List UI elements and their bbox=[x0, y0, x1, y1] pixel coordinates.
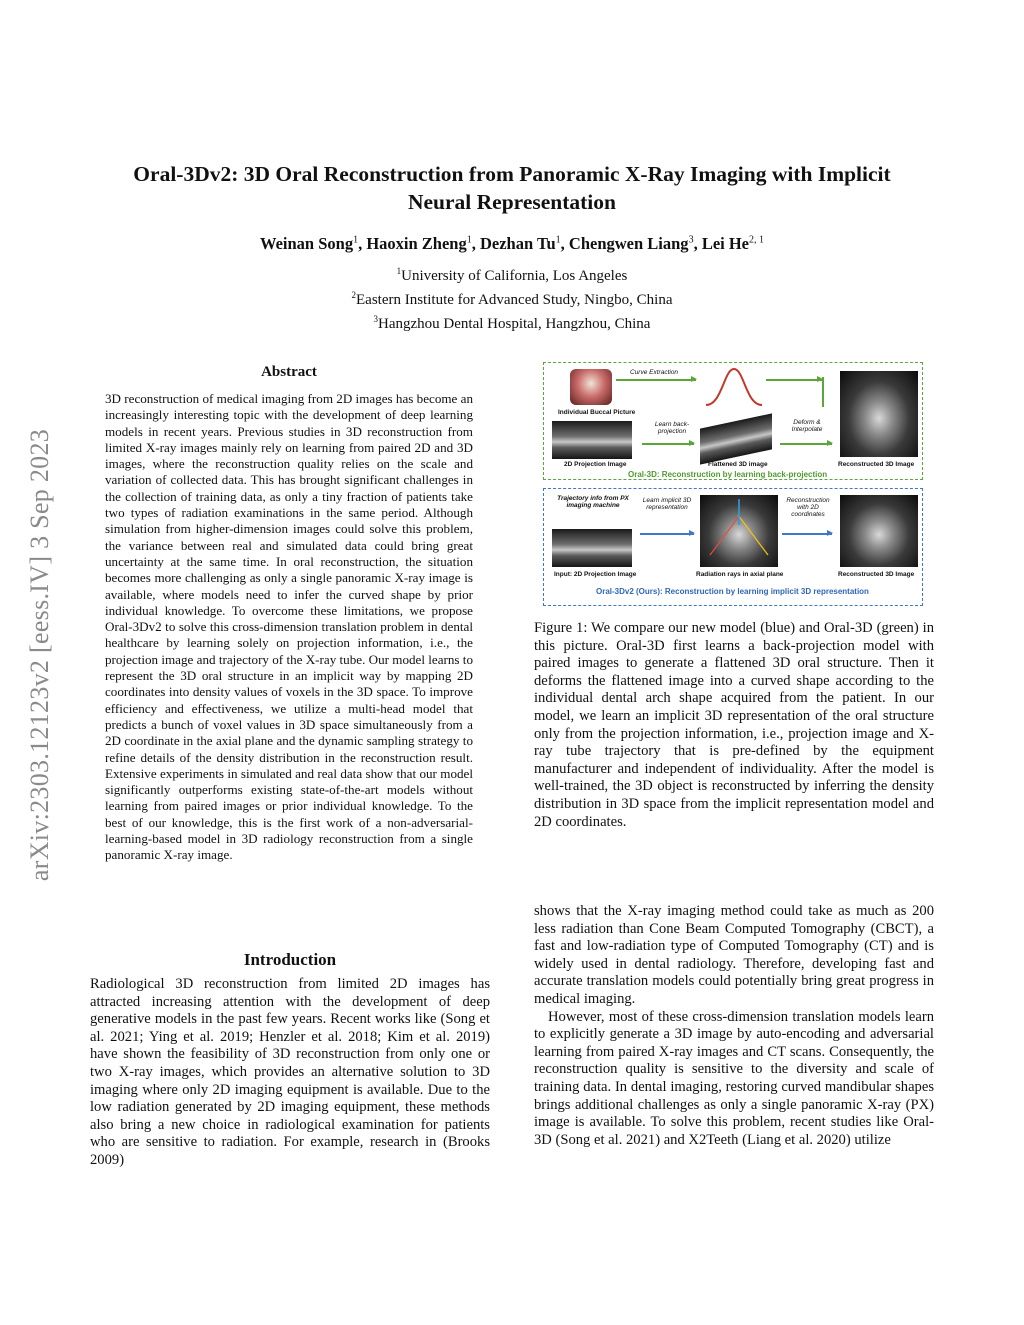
arxiv-stamp-text: arXiv:2303.12123v2 [eess.IV] 3 Sep 2023 bbox=[25, 428, 55, 882]
curve-icon bbox=[704, 365, 764, 407]
reconstructed-3d-image bbox=[840, 371, 918, 457]
arrow bbox=[616, 379, 696, 381]
oral3dv2-banner: Oral-3Dv2 (Ours): Reconstruction by learning implicit 3D representation bbox=[596, 587, 869, 596]
input-label: Input: 2D Projection Image bbox=[554, 571, 637, 578]
deform-interpolate-label: Deform & Interpolate bbox=[791, 419, 823, 433]
buccal-photo bbox=[570, 369, 612, 405]
author-sup: 1 bbox=[466, 234, 472, 246]
individual-buccal-label: Individual Buccal Picture bbox=[558, 409, 636, 416]
radiation-ray-overlay bbox=[700, 495, 778, 567]
author: Haoxin Zheng bbox=[366, 234, 467, 253]
arrow bbox=[782, 533, 832, 535]
author: Dezhan Tu bbox=[479, 234, 556, 253]
affiliation bbox=[80, 310, 944, 334]
oral3d-panel bbox=[543, 362, 923, 480]
author-sup: 1 bbox=[353, 234, 359, 246]
arxiv-stamp bbox=[20, 360, 60, 950]
projection-xray-image bbox=[552, 421, 632, 459]
author: Weinan Song bbox=[259, 234, 354, 253]
title-line-2: Neural Representation bbox=[407, 190, 616, 214]
introduction-text: Radiological 3D reconstruction from limited 2D images has attracted increasing attention with the development of deep generative models in the past few years. Recent works like (Song et al. 2021; Ying et al. 2019; Henzler et al. 2018; Kim et al. 2019) have shown the feasibility of 3D reconstruction from only one or two X-ray images, which provides an alternative solution to 3D imaging where only 2D imaging equipment is available. Due to the low radiation generated by 2D imaging equipment, these methods also bring a new choice in radiological examination for patients who are sensitive to radiation. For example, research in (Brooks 2009) bbox=[90, 976, 490, 1168]
paragraph: shows that the X-ray imaging method could take as much as 200 less radiation than Cone Beam Computed Tomography (CBCT), a fast and low-radiation type of Computed Tomography (CT) and is widely used in dental radiology. Therefore, developing fast and accurate translation models could potentially bring great progress in medical imaging. bbox=[534, 903, 934, 1007]
arrow bbox=[640, 533, 694, 535]
abstract-text: 3D reconstruction of medical imaging from 2D images has become an increasingly interesting topic with the development of deep learning models in recent years. Previous studies in 3D reconstruction from limited X-ray images mainly rely on learning from paired 2D and 3D images, where the reconstruction quality relies on the scale and variation of collected data. This has brought significant challenges in the collection of training data, as only a tiny fraction of patients take two types of radiation examinations in the same period. Although simulation from higher-dimension images could solve this problem, the variance between real and simulated data could bring great uncertainty at the same time. In oral reconstruction, the situation becomes more challenging as only a single panoramic X-ray image is available, where models need to infer the curved shape by prior individual knowledge. To overcome these limitations, we propose Oral-3Dv2 to solve this cross-dimension translation problem in dental healthcare by learning solely on projection information, i.e., the projection image and trajectory of the X-ray tube. Our model learns to represent the 3D oral structure in an implicit way by mapping 2D coordinates into density values of voxels in the 3D space. To improve efficiency and effectiveness, we utilize a multi-head model that predicts a bunch of voxel values in 3D space simultaneously from a 2D coordinate in the axial plane and the dynamic sampling strategy to refine details of the density distribution in the reconstruction result. Extensive experiments in simulated and real data show that our model significantly outperforms existing state-of-the-art models without learning from paired images or prior individual knowledge. To the best of our knowledge, this is the first work of a non-adversarial-learning-based model in 3D radiology reconstruction from a single panoramic X-ray image. bbox=[105, 391, 473, 863]
reconstructed-label: Reconstructed 3D Image bbox=[838, 461, 915, 468]
oral3dv2-panel bbox=[543, 488, 923, 606]
connector bbox=[822, 377, 824, 407]
projection-image-label: 2D Projection Image bbox=[564, 461, 627, 468]
affiliation-sup: 1 bbox=[396, 266, 402, 276]
arrow bbox=[766, 379, 822, 381]
affiliation-sup: 2 bbox=[351, 290, 356, 300]
affiliation-list bbox=[80, 262, 944, 334]
affiliation-text: Eastern Institute for Advanced Study, Ningbo, China bbox=[356, 292, 673, 308]
author-sup: 2, 1 bbox=[749, 234, 765, 246]
radiation-label: Radiation rays in axial plane bbox=[696, 571, 784, 578]
paper-title bbox=[80, 160, 944, 216]
author-list: Weinan Song$^1$, Haoxin Zheng$^1$, Dezhan Tu$^1$, Chengwen Liang$^3$, Lei He$^{2, 1}$ bbox=[259, 234, 765, 253]
author: Lei He bbox=[701, 234, 750, 253]
author-sup: 1 bbox=[555, 234, 561, 246]
curve-extraction-label: Curve Extraction bbox=[630, 369, 679, 376]
affiliation bbox=[80, 286, 944, 310]
reconstructed-label: Reconstructed 3D Image bbox=[838, 571, 915, 578]
affiliation-text: Hangzhou Dental Hospital, Hangzhou, China bbox=[378, 316, 651, 332]
affiliation-sup: 3 bbox=[373, 314, 379, 324]
figure-caption: Figure 1: We compare our new model (blue) and Oral-3D (green) in this picture. Oral-3D first learns a back-projection model with paired images to generate a flattened 3D oral structure. Then it deforms the flattened image into a curved shape according to the individual dental arch shape acquired from the patient. In our model, we learn an implicit 3D representation of the oral structure only from the projection information, i.e., projection image and X-ray tube trajectory that is pre-defined by the equipment manufacturer and independent of individuality. After the model is well-trained, the 3D object is reconstructed by inferring the density distribution in 3D space from the implicit representation model and 2D coordinates. bbox=[534, 620, 934, 830]
title-line-1: Oral-3Dv2: 3D Oral Reconstruction from Panoramic X-Ray Imaging with Implicit bbox=[133, 162, 891, 186]
paragraph: However, most of these cross-dimension translation models learn to explicitly generate a 3D image by auto-encoding and adversarial learning from paired X-ray images and CT scans. Consequently, the reconstruction quality is sensitive to the diversity and scale of training data. In dental imaging, restoring curved mandibular shapes brings additional challenges as only a single panoramic X-ray (PX) image is available. To solve this problem, recent studies like Oral-3D (Song et al. 2021) and X2Teeth (Liang et al. 2020) utilize bbox=[534, 1008, 934, 1148]
oral3d-banner: Oral-3D: Reconstruction by learning back-projection bbox=[628, 470, 828, 479]
right-column bbox=[534, 903, 934, 1149]
author: Chengwen Liang bbox=[568, 234, 689, 253]
introduction-heading: Introduction bbox=[243, 950, 337, 969]
figure-1 bbox=[543, 362, 923, 608]
flattened-3d-image bbox=[700, 413, 772, 464]
trajectory-label: Trajectory info from PX imaging machine bbox=[557, 495, 629, 509]
flattened-label: Flattened 3D image bbox=[708, 461, 768, 468]
reconstructed-3d-image bbox=[840, 495, 918, 567]
affiliation-text: University of California, Los Angeles bbox=[401, 268, 628, 284]
learn-implicit-label: Learn implicit 3D representation bbox=[642, 497, 692, 511]
affiliation bbox=[80, 262, 944, 286]
abstract-heading: Abstract bbox=[261, 364, 317, 380]
input-xray-image bbox=[552, 529, 632, 567]
arrow bbox=[780, 443, 832, 445]
arrow bbox=[642, 443, 694, 445]
reconstruction-coords-label: Reconstruction with 2D coordinates bbox=[786, 497, 830, 518]
author-sup: 3 bbox=[688, 234, 694, 246]
learn-backprojection-label: Learn back-projection bbox=[654, 421, 690, 435]
